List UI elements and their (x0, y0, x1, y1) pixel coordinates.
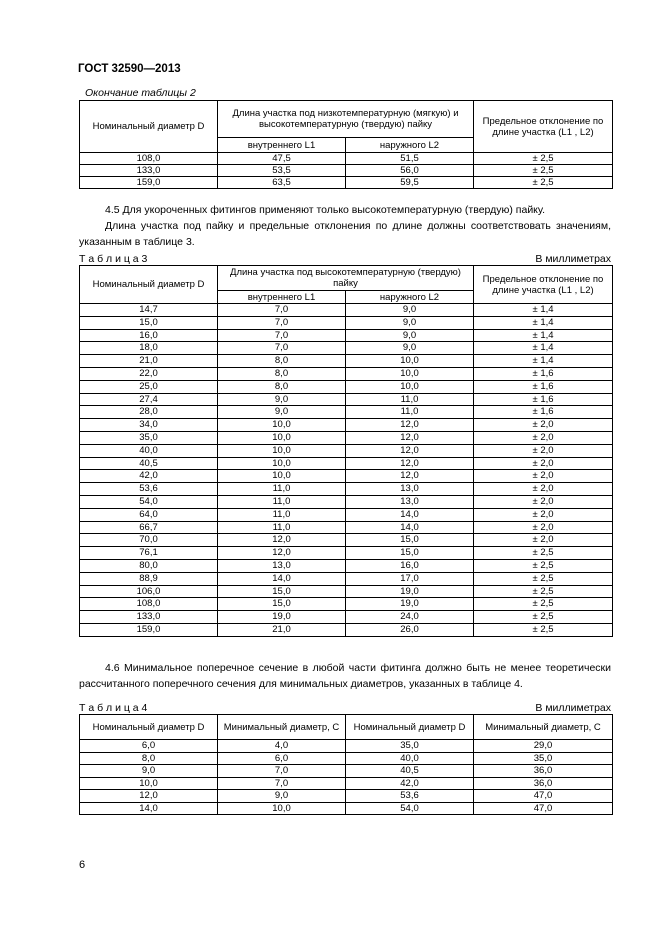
table-cell: 25,0 (80, 380, 218, 393)
table-cell: ± 1,6 (474, 393, 613, 406)
table-cell: 13,0 (346, 483, 474, 496)
table-row (80, 304, 613, 317)
table-cell: 13,0 (218, 559, 346, 572)
document-code: ГОСТ 32590—2013 (78, 63, 181, 75)
table-row (80, 508, 613, 521)
table-cell: 66,7 (80, 521, 218, 534)
table2-header-nominal: Номинальный диаметр D (80, 101, 218, 153)
table-cell: ± 2,5 (474, 559, 613, 572)
table-cell: 8,0 (218, 380, 346, 393)
table-cell: ± 1,6 (474, 380, 613, 393)
table-cell: 56,0 (346, 165, 474, 177)
table4 (79, 714, 613, 815)
table-cell: ± 2,0 (474, 470, 613, 483)
table-row (80, 802, 613, 815)
table-cell: 9,0 (346, 342, 474, 355)
table-cell: 159,0 (80, 177, 218, 189)
table-cell: 7,0 (218, 342, 346, 355)
table-cell: ± 2,5 (474, 623, 613, 636)
table-cell: 11,0 (346, 406, 474, 419)
table-cell: 10,0 (218, 444, 346, 457)
table-cell: 11,0 (218, 495, 346, 508)
table-cell: 15,0 (346, 534, 474, 547)
table-cell: 53,6 (80, 483, 218, 496)
table-cell: 10,0 (80, 777, 218, 790)
table-row (80, 342, 613, 355)
table-cell: 10,0 (218, 431, 346, 444)
table4-header-nominal-1: Номинальный диаметр D (80, 715, 218, 740)
table-row (80, 165, 613, 177)
table3-body (80, 304, 613, 637)
table-cell: 10,0 (218, 802, 346, 815)
table2-caption: Окончание таблицы 2 (85, 87, 196, 99)
table-cell: 53,5 (218, 165, 346, 177)
paragraph-4-6 (79, 660, 611, 692)
table-cell: ± 2,5 (474, 177, 613, 189)
table-cell: 15,0 (218, 598, 346, 611)
table-cell: 12,0 (218, 547, 346, 560)
table2-header-outer: наружного L2 (346, 138, 474, 153)
table-row (80, 367, 613, 380)
table-cell: 8,0 (80, 752, 218, 765)
table-cell: 35,0 (80, 431, 218, 444)
table-cell: 12,0 (80, 790, 218, 803)
table-cell: ± 2,5 (474, 165, 613, 177)
table-cell: ± 2,0 (474, 534, 613, 547)
table-cell: 11,0 (218, 483, 346, 496)
table-cell: 47,0 (474, 790, 613, 803)
table-cell: 12,0 (346, 444, 474, 457)
table-cell: 7,0 (218, 329, 346, 342)
table-cell: ± 2,5 (474, 572, 613, 585)
table-row (80, 777, 613, 790)
table-cell: ± 1,4 (474, 316, 613, 329)
table-cell: 10,0 (218, 419, 346, 432)
table2-header-deviation: Предельное отклонение по длине участка (L1 , L2) (474, 101, 613, 153)
table-cell: 4,0 (218, 740, 346, 753)
table-row (80, 765, 613, 778)
table-cell: 14,7 (80, 304, 218, 317)
table-cell: 40,5 (80, 457, 218, 470)
table-cell: 14,0 (80, 802, 218, 815)
table-row (80, 316, 613, 329)
table-cell: 70,0 (80, 534, 218, 547)
table3-unit: В миллиметрах (535, 253, 611, 265)
table-cell: 53,6 (346, 790, 474, 803)
table-row (80, 740, 613, 753)
table-cell: 9,0 (346, 304, 474, 317)
table-row (80, 611, 613, 624)
table-cell: 42,0 (80, 470, 218, 483)
table-cell: 63,5 (218, 177, 346, 189)
table-row (80, 355, 613, 368)
table-cell: 88,9 (80, 572, 218, 585)
table-cell: 7,0 (218, 765, 346, 778)
table-row (80, 495, 613, 508)
table-cell: 40,0 (80, 444, 218, 457)
table-row (80, 457, 613, 470)
table-row (80, 470, 613, 483)
table2-header-inner: внутреннего L1 (218, 138, 346, 153)
table-cell: ± 2,0 (474, 495, 613, 508)
table3-header-nominal: Номинальный диаметр D (80, 266, 218, 304)
table-cell: 28,0 (80, 406, 218, 419)
table-cell: ± 2,5 (474, 598, 613, 611)
table-cell: 9,0 (346, 329, 474, 342)
table4-header-nominal-2: Номинальный диаметр D (346, 715, 474, 740)
table-row (80, 790, 613, 803)
table-cell: 106,0 (80, 585, 218, 598)
table-cell: 9,0 (218, 393, 346, 406)
table-row (80, 419, 613, 432)
table-cell: 76,1 (80, 547, 218, 560)
table-cell: 7,0 (218, 316, 346, 329)
table-cell: 15,0 (80, 316, 218, 329)
table-cell: 10,0 (218, 457, 346, 470)
table2 (79, 100, 613, 189)
table3-header-length: Длина участка под высокотемпературную (твердую) пайку (218, 266, 474, 291)
table-cell: 11,0 (218, 508, 346, 521)
table-cell: 12,0 (346, 457, 474, 470)
table-cell: 24,0 (346, 611, 474, 624)
table-cell: 11,0 (218, 521, 346, 534)
table-cell: ± 2,0 (474, 419, 613, 432)
table-cell: ± 2,5 (474, 585, 613, 598)
table-cell: 35,0 (346, 740, 474, 753)
table-cell: ± 2,0 (474, 483, 613, 496)
table-row (80, 444, 613, 457)
table-row (80, 598, 613, 611)
table-cell: 27,4 (80, 393, 218, 406)
table-cell: 6,0 (218, 752, 346, 765)
table-cell: ± 2,0 (474, 457, 613, 470)
table-row (80, 177, 613, 189)
table-cell: 21,0 (80, 355, 218, 368)
table-cell: ± 1,4 (474, 355, 613, 368)
table2-header-length: Длина участка под низкотемпературную (мягкую) и высокотемпературную (твердую) пайку (218, 101, 474, 138)
table-cell: 133,0 (80, 165, 218, 177)
table-cell: 19,0 (218, 611, 346, 624)
page-number: 6 (79, 859, 86, 871)
table-cell: 40,0 (346, 752, 474, 765)
table-cell: 9,0 (80, 765, 218, 778)
table-row (80, 406, 613, 419)
table-cell: 9,0 (218, 406, 346, 419)
table-cell: 14,0 (346, 508, 474, 521)
table-cell: 12,0 (346, 470, 474, 483)
table-cell: 19,0 (346, 598, 474, 611)
table-cell: 40,5 (346, 765, 474, 778)
table-cell: 8,0 (218, 367, 346, 380)
table-cell: ± 1,6 (474, 406, 613, 419)
table-cell: 47,0 (474, 802, 613, 815)
table-cell: 64,0 (80, 508, 218, 521)
table-cell: 35,0 (474, 752, 613, 765)
table-cell: 15,0 (346, 547, 474, 560)
table-row (80, 559, 613, 572)
table4-unit: В миллиметрах (535, 702, 611, 714)
table-cell: 14,0 (218, 572, 346, 585)
table-row (80, 752, 613, 765)
table-row (80, 393, 613, 406)
table4-caption: Т а б л и ц а 4 (79, 702, 148, 714)
table-cell: 6,0 (80, 740, 218, 753)
table-row (80, 483, 613, 496)
table-cell: 12,0 (346, 419, 474, 432)
table-cell: 21,0 (218, 623, 346, 636)
table-row (80, 547, 613, 560)
table-row (80, 153, 613, 165)
table-cell: 54,0 (346, 802, 474, 815)
table-cell: 18,0 (80, 342, 218, 355)
table3-caption: Т а б л и ц а 3 (79, 253, 148, 265)
table-cell: 15,0 (218, 585, 346, 598)
table-cell: 10,0 (346, 367, 474, 380)
table3-header-inner: внутреннего L1 (218, 291, 346, 304)
table-cell: 34,0 (80, 419, 218, 432)
table-cell: 10,0 (346, 355, 474, 368)
table-cell: 42,0 (346, 777, 474, 790)
table-cell: ± 2,5 (474, 547, 613, 560)
table3-header-outer: наружного L2 (346, 291, 474, 304)
table-row (80, 521, 613, 534)
paragraph-4-5-line1: 4.5 Для укороченных фитингов применяют только высокотемпературную (твердую) пайку. (105, 204, 546, 216)
table-row (80, 329, 613, 342)
table-cell: 29,0 (474, 740, 613, 753)
table-row (80, 380, 613, 393)
table-cell: 14,0 (346, 521, 474, 534)
table-cell: 51,5 (346, 153, 474, 165)
table-cell: 17,0 (346, 572, 474, 585)
table-cell: 10,0 (346, 380, 474, 393)
table-row (80, 431, 613, 444)
table-cell: 16,0 (346, 559, 474, 572)
table4-body (80, 740, 613, 815)
paragraph-4-6-text: 4.6 Минимальное поперечное сечение в любой части фитинга должно быть не менее теоретически рассчитанного поперечного сечения для минимальных диаметров, указанных в таблице 4. (79, 662, 611, 690)
table-cell: 12,0 (346, 431, 474, 444)
table-cell: 54,0 (80, 495, 218, 508)
table-cell: ± 2,0 (474, 508, 613, 521)
table-cell: ± 2,0 (474, 444, 613, 457)
table-cell: ± 2,0 (474, 521, 613, 534)
table-cell: 36,0 (474, 777, 613, 790)
table2-body (80, 153, 613, 189)
table-row (80, 623, 613, 636)
table-row (80, 572, 613, 585)
table-cell: 36,0 (474, 765, 613, 778)
table-cell: 12,0 (218, 534, 346, 547)
table-cell: 26,0 (346, 623, 474, 636)
table-cell: 9,0 (346, 316, 474, 329)
table-cell: 7,0 (218, 304, 346, 317)
table-cell: 108,0 (80, 598, 218, 611)
table3-header-deviation: Предельное отклонение по длине участка (L1 , L2) (474, 266, 613, 304)
table-cell: ± 1,4 (474, 342, 613, 355)
table-cell: 59,5 (346, 177, 474, 189)
table-cell: ± 2,5 (474, 611, 613, 624)
table-cell: ± 1,4 (474, 304, 613, 317)
table-cell: 47,5 (218, 153, 346, 165)
table-cell: ± 2,5 (474, 153, 613, 165)
table-cell: 16,0 (80, 329, 218, 342)
table-cell: ± 1,4 (474, 329, 613, 342)
table-cell: 13,0 (346, 495, 474, 508)
paragraph-4-5-line2: Длина участка под пайку и предельные отклонения по длине должны соответствовать значениям, указанным в таблице 3. (79, 220, 611, 248)
table4-header-min-2: Минимальный диаметр, C (474, 715, 613, 740)
table-cell: 10,0 (218, 470, 346, 483)
paragraph-4-5 (79, 202, 611, 250)
table-cell: 19,0 (346, 585, 474, 598)
table-cell: ± 2,0 (474, 431, 613, 444)
table-row (80, 585, 613, 598)
table-cell: 22,0 (80, 367, 218, 380)
table-cell: 8,0 (218, 355, 346, 368)
table-cell: 133,0 (80, 611, 218, 624)
table3 (79, 265, 613, 637)
table-cell: 159,0 (80, 623, 218, 636)
table-cell: 11,0 (346, 393, 474, 406)
table-cell: 80,0 (80, 559, 218, 572)
table-row (80, 534, 613, 547)
table-cell: 108,0 (80, 153, 218, 165)
table-cell: 7,0 (218, 777, 346, 790)
table-cell: ± 1,6 (474, 367, 613, 380)
table-cell: 9,0 (218, 790, 346, 803)
table4-header-min-1: Минимальный диаметр, C (218, 715, 346, 740)
